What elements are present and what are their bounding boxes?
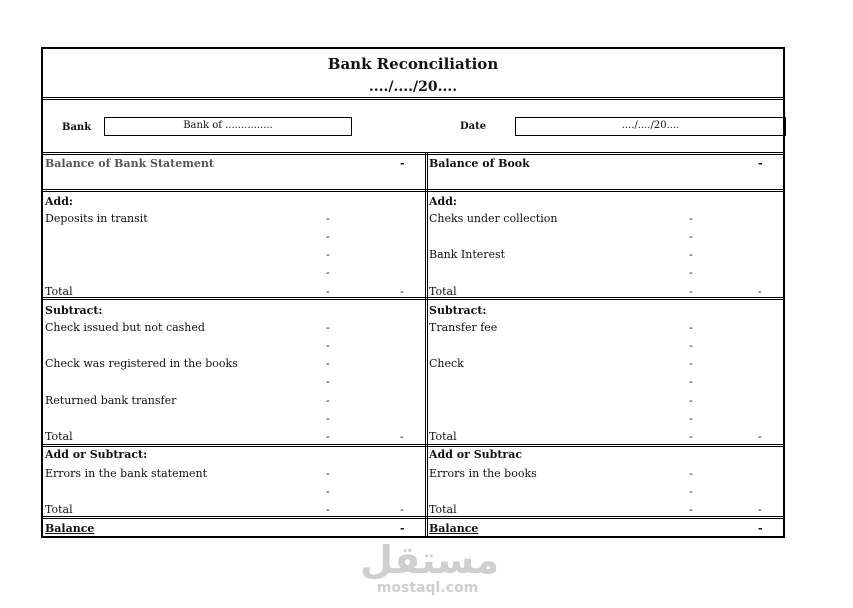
- left-balance-value: -: [400, 157, 405, 170]
- right-adjust-heading: Add or Subtrac: [429, 448, 523, 461]
- left-balance-header: Balance of Bank Statement: [45, 157, 214, 170]
- left-subtract-dash: -: [326, 339, 330, 352]
- left-subtract-item: Check was registered in the books: [45, 357, 238, 370]
- right-add-dash: -: [689, 230, 693, 243]
- left-subtract-item: Returned bank transfer: [45, 394, 177, 407]
- left-subtract-item: Check issued but not cashed: [45, 321, 205, 334]
- left-subtract-dash: -: [326, 412, 330, 425]
- right-add-heading: Add:: [429, 195, 457, 208]
- column-divider: [425, 152, 428, 538]
- rule-under-adjust: [43, 516, 783, 519]
- right-subtract-total-dash: -: [689, 430, 693, 443]
- left-add-total-label: Total: [45, 285, 73, 298]
- right-adjust-total-value: -: [758, 503, 762, 516]
- left-add-dash: -: [326, 212, 330, 225]
- right-adjust-total-label: Total: [429, 503, 457, 516]
- left-subtract-dash: -: [326, 375, 330, 388]
- date-label: Date: [460, 121, 487, 132]
- reconciliation-sheet: [41, 47, 785, 538]
- right-balance-value: -: [758, 157, 763, 170]
- right-subtract-dash: -: [689, 394, 693, 407]
- left-adjust-heading: Add or Subtract:: [45, 448, 148, 461]
- right-adjust-total-dash: -: [689, 503, 693, 516]
- left-subtract-total-dash: -: [326, 430, 330, 443]
- date-field[interactable]: ..../..../20....: [515, 117, 786, 136]
- left-subtract-total-label: Total: [45, 430, 73, 443]
- page-title: Bank Reconciliation: [327, 55, 499, 73]
- left-add-dash: -: [326, 266, 330, 279]
- right-add-dash: -: [689, 248, 693, 261]
- left-balance-label: Balance: [45, 522, 95, 535]
- rule-under-add: [43, 297, 783, 300]
- right-subtract-item: Transfer fee: [429, 321, 498, 334]
- right-subtract-dash: -: [689, 321, 693, 334]
- right-balance-header: Balance of Book: [429, 157, 530, 170]
- right-add-item: Cheks under collection: [429, 212, 558, 225]
- left-add-total-dash: -: [326, 285, 330, 298]
- bank-field[interactable]: Bank of ...............: [104, 117, 352, 136]
- left-subtract-heading: Subtract:: [45, 304, 103, 317]
- right-add-total-label: Total: [429, 285, 457, 298]
- right-subtract-total-value: -: [758, 430, 762, 443]
- right-add-dash: -: [689, 266, 693, 279]
- left-subtract-total-value: -: [400, 430, 404, 443]
- right-subtract-dash: -: [689, 375, 693, 388]
- right-subtract-heading: Subtract:: [429, 304, 487, 317]
- left-adjust-item: Errors in the bank statement: [45, 467, 208, 480]
- right-subtract-dash: -: [689, 339, 693, 352]
- watermark-logo-arabic: مستقل: [360, 538, 499, 582]
- bank-label: Bank: [62, 122, 92, 133]
- left-subtract-dash: -: [326, 321, 330, 334]
- left-subtract-dash: -: [326, 357, 330, 370]
- right-subtract-dash: -: [689, 357, 693, 370]
- right-subtract-total-label: Total: [429, 430, 457, 443]
- rule-under-balance: [43, 189, 783, 192]
- left-adjust-total-label: Total: [45, 503, 73, 516]
- left-adjust-total-dash: -: [326, 503, 330, 516]
- left-adjust-total-value: -: [400, 503, 404, 516]
- right-subtract-dash: -: [689, 412, 693, 425]
- rule-under-subtract: [43, 444, 783, 447]
- right-balance-label: Balance: [429, 522, 479, 535]
- right-subtract-item: Check: [429, 357, 464, 370]
- left-add-dash: -: [326, 248, 330, 261]
- watermark-logo-latin: mostaql.com: [376, 580, 479, 596]
- left-balance-final: -: [400, 522, 405, 535]
- right-adjust-dash: -: [689, 485, 693, 498]
- right-balance-final: -: [758, 522, 763, 535]
- left-add-dash: -: [326, 230, 330, 243]
- left-add-total-value: -: [400, 285, 404, 298]
- left-adjust-dash: -: [326, 485, 330, 498]
- right-adjust-item: Errors in the books: [429, 467, 537, 480]
- rule-under-info: [43, 152, 783, 155]
- right-adjust-dash: -: [689, 467, 693, 480]
- right-add-dash: -: [689, 212, 693, 225]
- title-date: ..../..../20....: [368, 79, 458, 95]
- left-add-heading: Add:: [45, 195, 73, 208]
- right-add-total-dash: -: [689, 285, 693, 298]
- right-add-item: Bank Interest: [429, 248, 506, 261]
- right-add-total-value: -: [758, 285, 762, 298]
- left-subtract-dash: -: [326, 394, 330, 407]
- left-adjust-dash: -: [326, 467, 330, 480]
- rule-under-title: [43, 97, 783, 100]
- left-add-item: Deposits in transit: [45, 212, 148, 225]
